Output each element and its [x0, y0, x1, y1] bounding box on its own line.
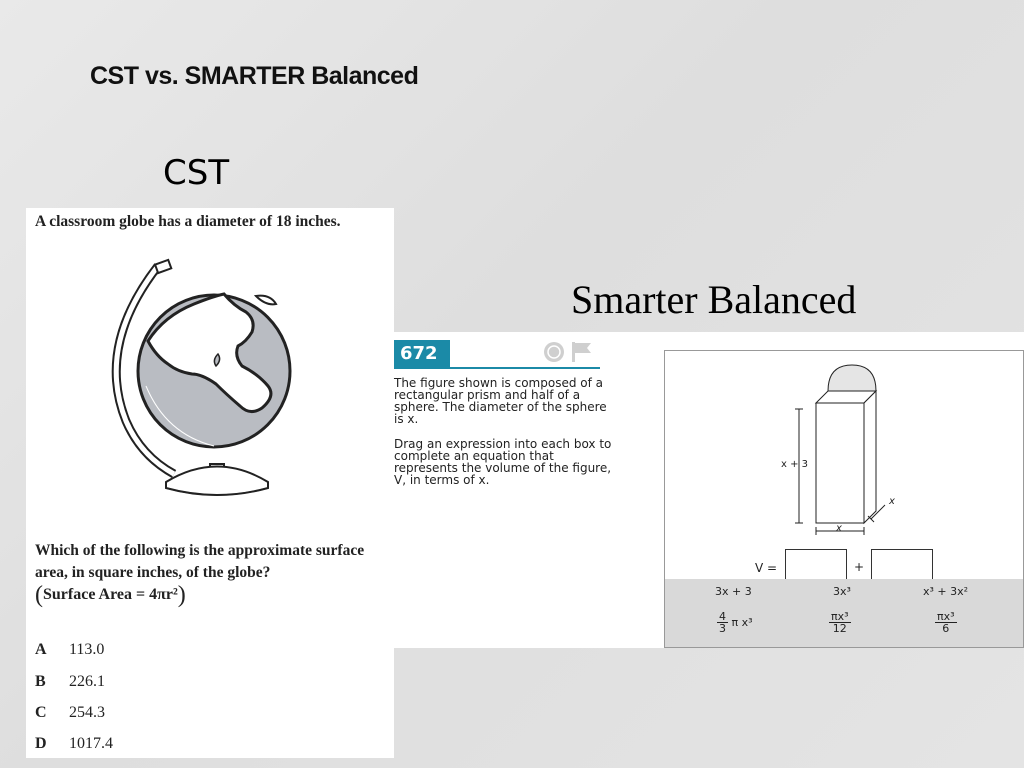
- smarter-balanced-item-panel: [386, 332, 1024, 648]
- flag-icon[interactable]: [572, 342, 591, 362]
- item-header-rule: [394, 367, 600, 369]
- option-letter: A: [35, 641, 47, 658]
- fraction: $\frac{\text{πx³}}{6}$: [937, 610, 955, 635]
- plus-sign: +: [854, 560, 865, 574]
- item-number-badge: 672: [394, 340, 450, 368]
- equation-lhs: V =: [755, 561, 778, 575]
- option-value: 226.1: [69, 673, 105, 690]
- surface-area-formula: Surface Area = 4πr²: [43, 586, 178, 603]
- choice-tile[interactable]: 3x³: [833, 585, 851, 598]
- item-stimulus-text: The figure shown is composed of a rectangular prism and half of a sphere. The diameter of the sphere is x.: [394, 376, 607, 426]
- prism-hemisphere-figure: [665, 351, 1023, 579]
- cst-question-text: Which of the following is the approximate surface area, in square inches, of the globe? (Surface Area = 4πr²): [35, 542, 365, 608]
- option-letter: D: [35, 735, 47, 752]
- option-letter: B: [35, 673, 46, 690]
- choice-tile[interactable]: 3x + 3: [715, 585, 752, 598]
- answer-choices-tray: [665, 579, 1023, 647]
- option-letter: C: [35, 704, 47, 721]
- cst-question-body: Which of the following is the approximate surface area, in square inches, of the globe?: [35, 542, 365, 581]
- item-tools: [543, 340, 597, 364]
- choice-tile[interactable]: [717, 611, 753, 635]
- depth-label: x: [889, 496, 895, 507]
- answer-option[interactable]: [35, 704, 105, 722]
- answer-option[interactable]: [35, 641, 104, 659]
- choice-tile[interactable]: x³ + 3x²: [923, 585, 969, 598]
- option-value: 254.3: [69, 704, 105, 721]
- cst-question-intro: A classroom globe has a diameter of 18 inches.: [35, 213, 341, 230]
- fraction-suffix: π x³: [731, 616, 753, 629]
- item-instruction-text: Drag an expression into each box to complete an equation that represents the volume of the figure, V, in terms of x.: [394, 437, 612, 487]
- fraction: $\frac{\text{πx³}}{12}$: [831, 610, 849, 635]
- option-value: 1017.4: [69, 735, 113, 752]
- height-label: x + 3: [781, 459, 809, 470]
- answer-option[interactable]: [35, 673, 105, 691]
- smarter-balanced-heading: Smarter Balanced: [571, 277, 857, 322]
- drag-drop-area: [664, 350, 1024, 648]
- info-icon[interactable]: [544, 342, 564, 362]
- width-label: x: [836, 523, 842, 534]
- choice-tile[interactable]: [935, 611, 957, 635]
- fraction: $\frac{4}{3}$: [719, 610, 726, 635]
- option-value: 113.0: [69, 641, 105, 658]
- globe-illustration: [106, 256, 306, 506]
- choice-tile[interactable]: [829, 611, 851, 635]
- slide-title: CST vs. SMARTER Balanced: [90, 62, 419, 90]
- answer-option[interactable]: [35, 735, 113, 753]
- cst-question-panel: [26, 208, 394, 758]
- cst-heading: CST: [163, 153, 230, 193]
